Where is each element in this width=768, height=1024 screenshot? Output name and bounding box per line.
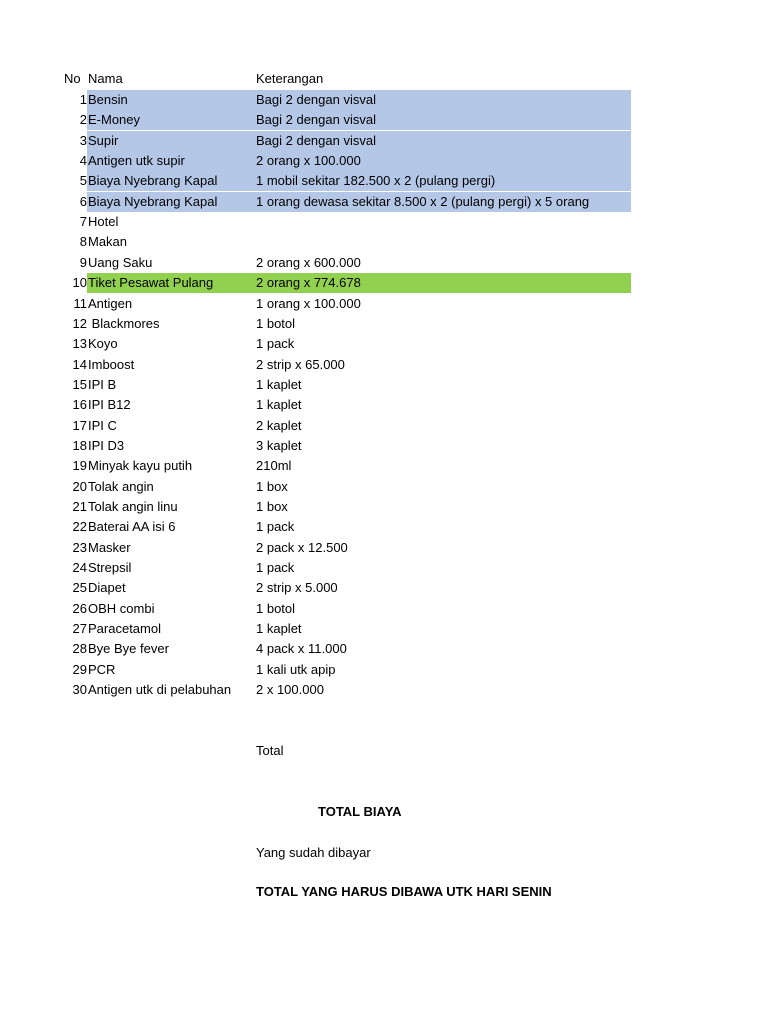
cell-no: 30 <box>72 682 87 697</box>
table-row <box>0 273 768 293</box>
cell-nama: Biaya Nyebrang Kapal <box>88 194 218 209</box>
table-row <box>0 294 768 314</box>
cell-keterangan: 1 botol <box>256 601 296 616</box>
total-biaya-label: TOTAL BIAYA <box>318 804 402 819</box>
cell-no: 8 <box>79 234 87 249</box>
cell-no: 20 <box>72 479 87 494</box>
cell-nama: Minyak kayu putih <box>88 458 193 473</box>
cell-keterangan: 1 orang dewasa sekitar 8.500 x 2 (pulang pergi) x 5 orang <box>256 194 590 209</box>
cell-nama: Blackmores <box>88 316 160 331</box>
table-row <box>0 558 768 578</box>
cell-no: 28 <box>72 641 87 656</box>
cell-keterangan: Bagi 2 dengan visval <box>256 112 376 127</box>
table-row <box>0 619 768 639</box>
cell-no: 7 <box>79 214 87 229</box>
cell-no: 11 <box>73 296 87 311</box>
cell-nama: Strepsil <box>88 560 132 575</box>
table-row <box>0 517 768 537</box>
cell-no: 9 <box>79 255 87 270</box>
cell-nama: PCR <box>88 662 116 677</box>
cell-nama: Biaya Nyebrang Kapal <box>88 173 218 188</box>
cell-no: 15 <box>72 377 87 392</box>
table-row <box>0 90 768 110</box>
table-row <box>0 151 768 171</box>
cell-keterangan: 1 kaplet <box>256 397 302 412</box>
header-keterangan: Keterangan <box>256 71 324 86</box>
table-row <box>0 232 768 252</box>
header-no: No <box>64 71 81 86</box>
cell-nama: Antigen utk di pelabuhan <box>88 682 232 697</box>
table-row <box>0 395 768 415</box>
cell-keterangan: 2 strip x 5.000 <box>256 580 338 595</box>
cell-keterangan: 2 orang x 600.000 <box>256 255 361 270</box>
table-row <box>0 375 768 395</box>
cell-keterangan: 210ml <box>256 458 292 473</box>
cell-keterangan: 2 x 100.000 <box>256 682 324 697</box>
cell-keterangan: 1 pack <box>256 560 295 575</box>
cell-no: 13 <box>72 336 87 351</box>
sudah-dibayar-label: Yang sudah dibayar <box>256 845 371 860</box>
cell-keterangan: 1 pack <box>256 519 295 534</box>
cell-no: 19 <box>72 458 87 473</box>
cell-no: 16 <box>72 397 87 412</box>
cell-nama: Tolak angin linu <box>88 499 178 514</box>
total-label: Total <box>256 743 284 758</box>
table-row <box>0 171 768 191</box>
table-row <box>0 660 768 680</box>
cell-nama: Hotel <box>88 214 119 229</box>
cell-no: 4 <box>79 153 87 168</box>
cell-nama: Masker <box>88 540 131 555</box>
table-row <box>0 599 768 619</box>
table-row <box>0 497 768 517</box>
cell-no: 14 <box>72 357 87 372</box>
cell-keterangan: 1 kaplet <box>256 377 302 392</box>
cell-nama: IPI B12 <box>88 397 131 412</box>
table-row <box>0 131 768 151</box>
cell-nama: Uang Saku <box>88 255 153 270</box>
header-row <box>0 69 768 89</box>
cell-no: 3 <box>79 133 87 148</box>
cell-nama: Diapet <box>88 580 126 595</box>
cell-keterangan: 2 orang x 100.000 <box>256 153 361 168</box>
cell-no: 29 <box>72 662 87 677</box>
table-row <box>0 355 768 375</box>
cell-nama: Bye Bye fever <box>88 641 169 656</box>
table-row <box>0 110 768 130</box>
cell-no: 26 <box>72 601 87 616</box>
cell-no: 1 <box>79 92 87 107</box>
cell-nama: Imboost <box>88 357 135 372</box>
cell-nama: Antigen utk supir <box>88 153 185 168</box>
table-row <box>0 192 768 212</box>
table-row <box>0 456 768 476</box>
cell-nama: Koyo <box>88 336 118 351</box>
cell-no: 6 <box>79 194 87 209</box>
cell-no: 17 <box>72 418 87 433</box>
cell-keterangan: 2 kaplet <box>256 418 302 433</box>
cell-no: 12 <box>72 316 87 331</box>
table-row <box>0 477 768 497</box>
cell-nama: Antigen <box>88 296 133 311</box>
cell-no: 2 <box>79 112 87 127</box>
cell-keterangan: 1 kaplet <box>256 621 302 636</box>
table-row <box>0 639 768 659</box>
cell-nama: Tiket Pesawat Pulang <box>88 275 214 290</box>
table-row <box>0 334 768 354</box>
table-row <box>0 680 768 700</box>
cell-keterangan: 4 pack x 11.000 <box>256 641 347 656</box>
cell-keterangan: 1 mobil sekitar 182.500 x 2 (pulang pergi) <box>256 173 496 188</box>
cell-nama: OBH combi <box>88 601 155 616</box>
cell-keterangan: Bagi 2 dengan visval <box>256 133 376 148</box>
cell-no: 21 <box>72 499 87 514</box>
table-row <box>0 314 768 334</box>
cell-nama: Makan <box>88 234 128 249</box>
cell-nama: Tolak angin <box>88 479 154 494</box>
cell-no: 22 <box>72 519 87 534</box>
cell-nama: IPI C <box>88 418 117 433</box>
cell-keterangan: 2 pack x 12.500 <box>256 540 348 555</box>
header-nama: Nama <box>88 71 123 86</box>
cell-nama: Baterai AA isi 6 <box>88 519 176 534</box>
cell-keterangan: 3 kaplet <box>256 438 302 453</box>
table-row <box>0 436 768 456</box>
cell-keterangan: 2 strip x 65.000 <box>256 357 345 372</box>
cell-no: 27 <box>72 621 87 636</box>
harus-dibawa-label: TOTAL YANG HARUS DIBAWA UTK HARI SENIN <box>256 884 552 899</box>
cell-keterangan: 1 botol <box>256 316 296 331</box>
cell-keterangan: 2 orang x 774.678 <box>256 275 361 290</box>
cell-no: 10 <box>72 275 87 290</box>
table-row <box>0 578 768 598</box>
cell-keterangan: Bagi 2 dengan visval <box>256 92 376 107</box>
cell-nama: Bensin <box>88 92 128 107</box>
table-row <box>0 212 768 232</box>
table-row <box>0 538 768 558</box>
cell-keterangan: 1 orang x 100.000 <box>256 296 361 311</box>
cell-keterangan: 1 box <box>256 479 288 494</box>
cell-nama: Supir <box>88 133 119 148</box>
cell-no: 25 <box>72 580 87 595</box>
cell-no: 23 <box>72 540 87 555</box>
cell-nama: E-Money <box>88 112 141 127</box>
cell-keterangan: 1 pack <box>256 336 295 351</box>
table-row <box>0 253 768 273</box>
cell-keterangan: 1 kali utk apip <box>256 662 336 677</box>
cell-no: 18 <box>72 438 87 453</box>
cell-keterangan: 1 box <box>256 499 288 514</box>
cell-no: 5 <box>79 173 87 188</box>
cell-nama: IPI D3 <box>88 438 125 453</box>
table-row <box>0 416 768 436</box>
cell-nama: IPI B <box>88 377 117 392</box>
cell-nama: Paracetamol <box>88 621 161 636</box>
cell-no: 24 <box>72 560 87 575</box>
